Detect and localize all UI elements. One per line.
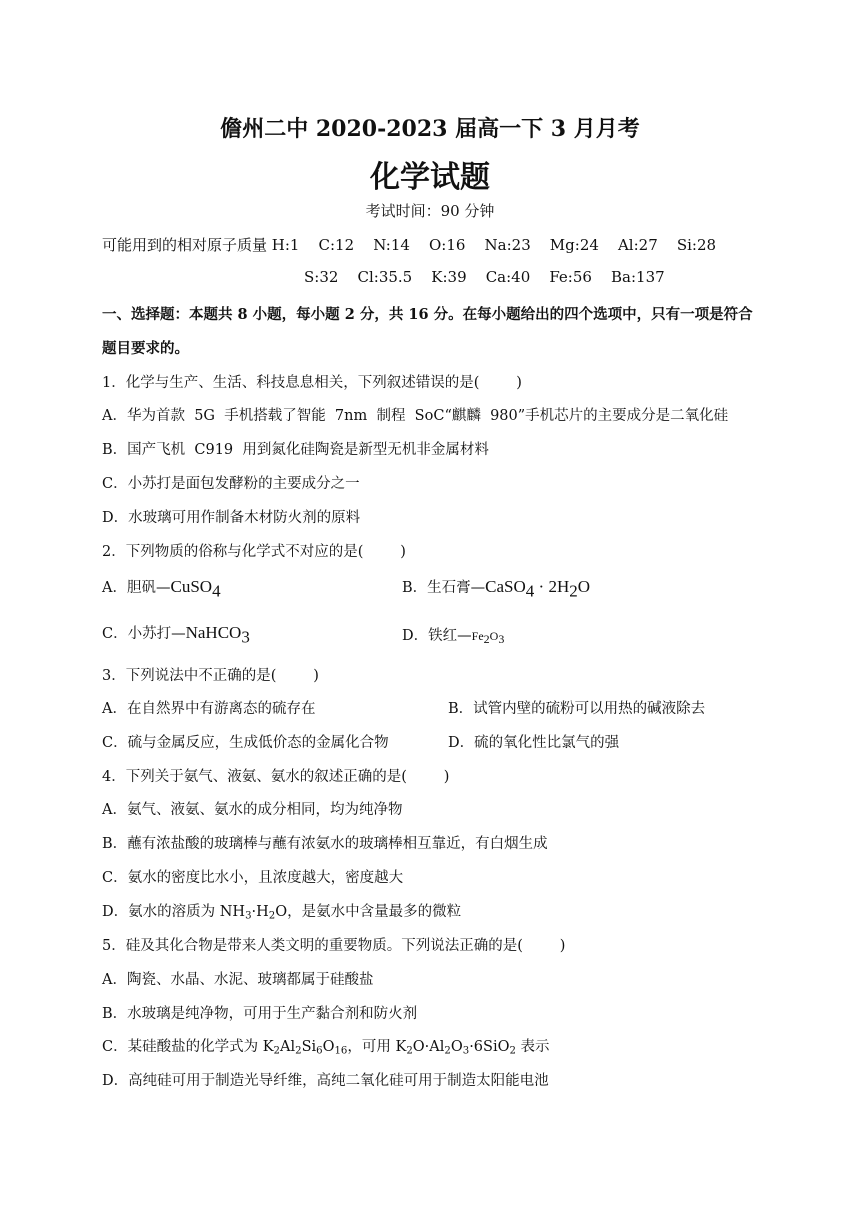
- question-1-stem: 1．化学与生产、生活、科技息息相关，下列叙述错误的是( ): [102, 375, 522, 391]
- q5-c-t2: Al: [280, 1039, 296, 1055]
- option-d-formula-1: Fe: [471, 629, 484, 643]
- question-3-option-b: B．试管内壁的硫粉可以用热的碱液除去: [448, 701, 706, 717]
- section-heading: 一、选择题：本题共 8 小题，每小题 2 分，共 16 分。在每小题给出的四个选项中，只有一项是符合: [102, 306, 753, 323]
- q4-d-sub-1: 3: [245, 910, 252, 922]
- q5-c-t7: O: [450, 1039, 463, 1055]
- question-5-option-d: D．高纯硅可用于制造光导纤维，高纯二氧化硅可用于制造太阳能电池: [102, 1073, 549, 1089]
- q5-c-s3: 6: [316, 1045, 323, 1057]
- question-2-option-d: [402, 624, 504, 645]
- question-3-option-d: D．硫的氧化性比氯气的强: [448, 735, 620, 751]
- question-4-option-d: [102, 900, 461, 921]
- question-5-option-a: A．陶瓷、水晶、水泥、玻璃都属于硅酸盐: [102, 972, 374, 988]
- option-c-formula: NaHCO: [185, 623, 242, 642]
- question-2-option-b: [402, 576, 591, 601]
- option-a-formula: CuSO: [170, 577, 213, 596]
- option-a-subscript: 4: [212, 581, 221, 601]
- exam-time: 考试时间：90 分钟: [365, 202, 495, 220]
- q5-c-t8: ·6SiO: [469, 1039, 510, 1055]
- question-1-option-c: C．小苏打是面包发酵粉的主要成分之一: [102, 476, 360, 492]
- q5-c-t5: ，可用 K: [347, 1039, 407, 1055]
- option-d-label: D．铁红—: [402, 628, 472, 644]
- option-b-sub-2: 2: [569, 581, 578, 601]
- question-1-option-a: A．华为首款 5G 手机搭载了智能 7nm 制程 SoC“麒麟 980”手机芯片的主要成分是二氧化硅: [102, 408, 729, 424]
- option-c-subscript: 3: [241, 627, 250, 647]
- option-b-sub-1: 4: [525, 581, 535, 601]
- option-a-label: A．胆矾—: [102, 580, 171, 596]
- q5-c-s8: 2: [509, 1045, 516, 1057]
- q5-c-t9: 表示: [515, 1039, 550, 1055]
- option-b-formula-3: O: [577, 577, 591, 596]
- option-b-formula-2: · 2H: [534, 577, 570, 596]
- q5-c-s6: 2: [444, 1045, 451, 1057]
- q5-c-s5: 2: [406, 1045, 413, 1057]
- question-5-option-b: B．水玻璃是纯净物，可用于生产黏合剂和防火剂: [102, 1006, 418, 1022]
- question-1-option-d: D．水玻璃可用作制备木材防火剂的原料: [102, 510, 361, 526]
- q5-c-t1: C．某硅酸盐的化学式为 K: [102, 1039, 274, 1055]
- school-exam-line: 儋州二中 2020-2023 届高一下 3 月月考: [220, 116, 640, 142]
- question-2-stem: 2．下列物质的俗称与化学式不对应的是( ): [102, 544, 406, 560]
- question-5-stem: 5．硅及其化合物是带来人类文明的重要物质。下列说法正确的是( ): [102, 938, 566, 954]
- option-d-sub-1: 2: [483, 632, 490, 646]
- question-4-option-c: C．氨水的密度比水小，且浓度越大，密度越大: [102, 870, 404, 886]
- question-1-option-b: B．国产飞机 C919 用到氮化硅陶瓷是新型无机非金属材料: [102, 442, 489, 458]
- question-4-option-b: B．蘸有浓盐酸的玻璃棒与蘸有浓氨水的玻璃棒相互靠近，有白烟生成: [102, 836, 548, 852]
- option-d-sub-2: 3: [498, 632, 505, 646]
- question-5-option-c: [102, 1035, 550, 1056]
- option-d-formula-2: O: [489, 629, 499, 643]
- page-title: 化学试题: [370, 160, 490, 195]
- q4-d-text-2: ·H: [251, 904, 269, 920]
- q5-c-s1: 2: [273, 1045, 280, 1057]
- q5-c-t4: O: [322, 1039, 335, 1055]
- q5-c-s4: 16: [334, 1045, 348, 1057]
- question-4-stem: 4．下列关于氨气、液氨、氨水的叙述正确的是( ): [102, 769, 450, 785]
- option-c-label: C．小苏打—: [102, 626, 186, 642]
- atomic-mass-line-2: S:32 Cl:35.5 K:39 Ca:40 Fe:56 Ba:137: [304, 268, 665, 286]
- option-b-formula-1: CaSO: [485, 577, 526, 596]
- question-4-option-a: A．氨气、液氨、氨水的成分相同，均为纯净物: [102, 802, 403, 818]
- q5-c-s2: 2: [295, 1045, 302, 1057]
- q5-c-t6: O·Al: [412, 1039, 445, 1055]
- q4-d-text-3: O，是氨水中含量最多的微粒: [275, 904, 462, 920]
- section-heading-cont: 题目要求的。: [102, 340, 189, 357]
- q4-d-sub-2: 2: [268, 910, 276, 922]
- question-3-stem: 3．下列说法中不正确的是( ): [102, 668, 319, 684]
- atomic-mass-line-1: 可能用到的相对原子质量 H:1 C:12 N:14 O:16 Na:23 Mg:24 Al:27 Si:28: [102, 236, 717, 254]
- q5-c-t3: Si: [301, 1039, 317, 1055]
- question-3-option-c: C．硫与金属反应，生成低价态的金属化合物: [102, 735, 389, 751]
- q4-d-text-1: D．氨水的溶质为 NH: [102, 904, 246, 920]
- question-2-option-a: [102, 576, 221, 601]
- q5-c-s7: 3: [462, 1045, 470, 1057]
- question-2-option-c: [102, 622, 250, 647]
- question-3-option-a: A．在自然界中有游离态的硫存在: [102, 701, 316, 717]
- option-b-label: B．生石膏—: [402, 580, 486, 596]
